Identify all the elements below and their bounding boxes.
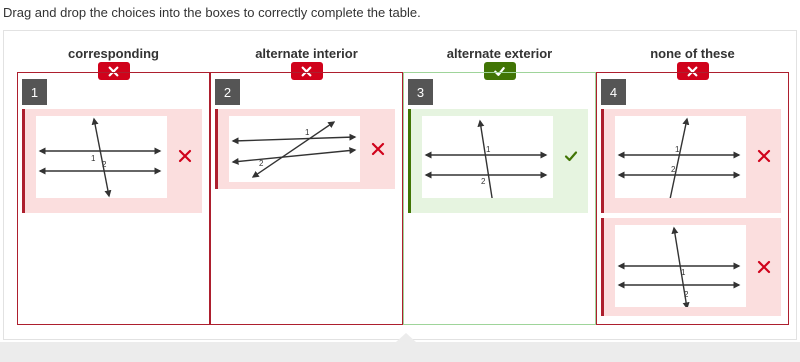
x-icon (371, 142, 385, 156)
drop-zone-number: 3 (408, 79, 433, 105)
x-icon (757, 149, 771, 163)
answer-card[interactable] (601, 218, 781, 316)
drop-zone-number: 1 (22, 79, 47, 105)
angle-label: 2 (259, 159, 264, 168)
angle-label: 1 (675, 145, 680, 154)
drop-zone-number: 4 (601, 79, 626, 105)
angle-label: 2 (684, 290, 689, 299)
angle-label: 2 (481, 177, 486, 186)
drag-drop-table (3, 30, 797, 340)
drop-zone-alternate-interior[interactable] (210, 72, 403, 325)
tray-pointer (396, 333, 416, 342)
drop-zone-number: 2 (215, 79, 240, 105)
answer-card[interactable] (215, 109, 395, 189)
drop-zone-none-of-these[interactable] (596, 72, 789, 325)
instruction-text: Drag and drop the choices into the boxes to correctly complete the table. (3, 5, 421, 20)
angle-label: 1 (305, 128, 310, 137)
x-icon (178, 149, 192, 163)
answer-card[interactable] (601, 109, 781, 213)
choices-tray[interactable] (0, 342, 800, 362)
angle-label: 1 (486, 145, 491, 154)
transversal-diagram (615, 116, 746, 198)
drop-zone-alternate-exterior[interactable] (403, 72, 596, 325)
transversal-diagram (36, 116, 167, 198)
answer-card[interactable] (408, 109, 588, 213)
check-icon (564, 149, 578, 163)
column-title: alternate interior (255, 46, 358, 61)
answer-card[interactable] (22, 109, 202, 213)
angle-label: 1 (91, 154, 96, 163)
column-title: corresponding (67, 46, 159, 61)
transversal-diagram (422, 116, 553, 198)
angle-label: 2 (102, 160, 107, 169)
angle-label: 1 (681, 268, 686, 277)
column-title: none of these (650, 46, 735, 61)
column-title: alternate exterior (446, 46, 553, 61)
angle-label: 2 (671, 165, 676, 174)
transversal-diagram (615, 225, 746, 307)
x-icon (757, 260, 771, 274)
transversal-diagram (229, 116, 360, 182)
drop-zone-corresponding[interactable] (17, 72, 210, 325)
